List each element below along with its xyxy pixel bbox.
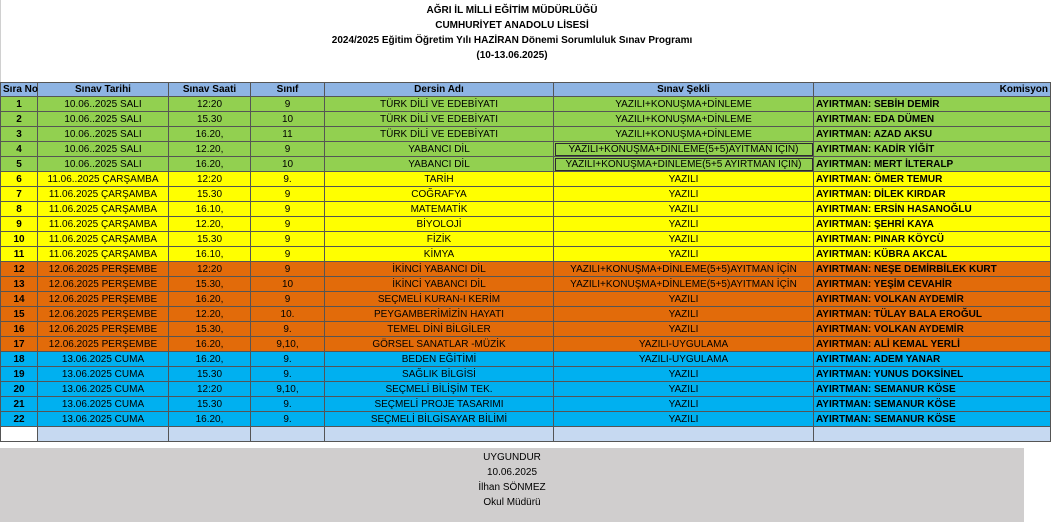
class-level-cell[interactable]: 9,10, — [251, 337, 325, 352]
class-level-cell[interactable]: 9. — [251, 367, 325, 382]
row-number-cell[interactable]: 10 — [1, 232, 38, 247]
row-number-cell[interactable]: 5 — [1, 157, 38, 172]
table-row — [1, 352, 1051, 367]
exam-time-cell[interactable]: 15.30 — [169, 112, 251, 127]
course-name-cell[interactable]: TÜRK DİLİ VE EDEBİYATI — [325, 112, 554, 127]
approval-text: UYGUNDUR — [483, 452, 541, 463]
class-level-cell[interactable]: 9. — [251, 397, 325, 412]
exam-date-cell[interactable]: 10.06..2025 SALI — [38, 97, 169, 112]
row-number-cell[interactable]: 21 — [1, 397, 38, 412]
table-row — [1, 217, 1051, 232]
course-name-cell[interactable]: TÜRK DİLİ VE EDEBİYATI — [325, 127, 554, 142]
course-name-cell[interactable]: GÖRSEL SANATLAR -MÜZİK — [325, 337, 554, 352]
exam-time-cell[interactable]: 16.20, — [169, 352, 251, 367]
course-name-cell[interactable]: TÜRK DİLİ VE EDEBİYATI — [325, 97, 554, 112]
empty-cell[interactable] — [554, 427, 814, 442]
row-number-cell[interactable]: 9 — [1, 217, 38, 232]
exam-type-cell[interactable]: YAZILI-UYGULAMA — [554, 337, 814, 352]
row-number-cell[interactable]: 4 — [1, 142, 38, 157]
table-row — [1, 337, 1051, 352]
principal-title: Okul Müdürü — [483, 497, 541, 508]
table-row — [1, 232, 1051, 247]
committee-member-cell[interactable]: AYIRTMAN: EDA DÜMEN — [814, 112, 1051, 127]
col-header-time[interactable]: Sınav Saati — [169, 83, 251, 97]
exam-date-cell[interactable]: 10.06..2025 SALI — [38, 112, 169, 127]
row-number-cell[interactable]: 1 — [1, 97, 38, 112]
committee-member-cell[interactable]: AYIRTMAN: YEŞİM CEVAHİR — [814, 277, 1051, 292]
row-number-cell[interactable]: 17 — [1, 337, 38, 352]
class-level-cell[interactable]: 9 — [251, 232, 325, 247]
exam-time-cell[interactable]: 16.20, — [169, 127, 251, 142]
col-header-no[interactable]: Sıra No — [1, 83, 38, 97]
class-level-cell[interactable]: 9 — [251, 292, 325, 307]
course-name-cell[interactable]: MATEMATİK — [325, 202, 554, 217]
exam-date-cell[interactable]: 12.06.2025 PERŞEMBE — [38, 307, 169, 322]
table-row — [1, 382, 1051, 397]
exam-date-cell[interactable]: 10.06..2025 SALI — [38, 157, 169, 172]
class-level-cell[interactable]: 9 — [251, 262, 325, 277]
exam-time-cell[interactable]: 12:20 — [169, 172, 251, 187]
row-number-cell[interactable]: 8 — [1, 202, 38, 217]
exam-type-cell[interactable]: YAZILI — [554, 307, 814, 322]
col-header-course[interactable]: Dersin Adı — [325, 83, 554, 97]
exam-type-cell[interactable]: YAZILI+KONUŞMA+DİNLEME(5+5 AYIRTMAN İÇİN) — [554, 157, 814, 172]
empty-cell[interactable] — [325, 427, 554, 442]
table-row — [1, 97, 1051, 112]
class-level-cell[interactable]: 10 — [251, 277, 325, 292]
committee-member-cell[interactable]: AYIRTMAN: SEMANUR KÖSE — [814, 382, 1051, 397]
exam-date-cell[interactable]: 12.06.2025 PERŞEMBE — [38, 262, 169, 277]
table-row — [1, 142, 1051, 157]
header-directorate: AĞRI İL MİLLİ EĞİTİM MÜDÜRLÜĞÜ — [426, 5, 598, 16]
table-row — [1, 127, 1051, 142]
committee-member-cell[interactable]: AYIRTMAN: PINAR KÖYCÜ — [814, 232, 1051, 247]
exam-time-cell[interactable]: 12:20 — [169, 97, 251, 112]
exam-time-cell[interactable]: 15.30 — [169, 367, 251, 382]
class-level-cell[interactable]: 9,10, — [251, 382, 325, 397]
table-row — [1, 187, 1051, 202]
exam-time-cell[interactable]: 15.30 — [169, 187, 251, 202]
table-row — [1, 307, 1051, 322]
exam-type-cell[interactable]: YAZILI-UYGULAMA — [554, 352, 814, 367]
empty-cell[interactable] — [814, 427, 1051, 442]
exam-time-cell[interactable]: 15.30, — [169, 322, 251, 337]
table-row — [1, 247, 1051, 262]
row-number-cell[interactable]: 2 — [1, 112, 38, 127]
committee-member-cell[interactable]: AYIRTMAN: KADİR YİĞİT — [814, 142, 1051, 157]
course-name-cell[interactable]: BEDEN EĞİTİMİ — [325, 352, 554, 367]
committee-member-cell[interactable]: AYIRTMAN: VOLKAN AYDEMİR — [814, 322, 1051, 337]
course-name-cell[interactable]: SEÇMELİ BİLGİSAYAR BİLİMİ — [325, 412, 554, 427]
committee-member-cell[interactable]: AYIRTMAN: ADEM YANAR — [814, 352, 1051, 367]
approval-date: 10.06.2025 — [486, 467, 538, 478]
exam-time-cell[interactable]: 12:20 — [169, 262, 251, 277]
exam-type-cell[interactable]: YAZILI+KONUŞMA+DİNLEME(5+5)AYITMAN İÇİN — [554, 277, 814, 292]
committee-member-cell[interactable]: AYIRTMAN: ÖMER TEMUR — [814, 172, 1051, 187]
exam-type-cell[interactable]: YAZILI — [554, 322, 814, 337]
row-number-cell[interactable]: 14 — [1, 292, 38, 307]
exam-date-cell[interactable]: 11.06.2025 ÇARŞAMBA — [38, 247, 169, 262]
table-row — [1, 367, 1051, 382]
table-row — [1, 112, 1051, 127]
committee-member-cell[interactable]: AYIRTMAN: TÜLAY BALA EROĞUL — [814, 307, 1051, 322]
principal-name: İlhan SÖNMEZ — [478, 482, 546, 493]
exam-type-cell[interactable]: YAZILI — [554, 202, 814, 217]
row-number-cell[interactable]: 20 — [1, 382, 38, 397]
course-name-cell[interactable]: YABANCI DİL — [325, 142, 554, 157]
committee-member-cell[interactable]: AYIRTMAN: NEŞE DEMİRBİLEK KURT — [814, 262, 1051, 277]
course-name-cell[interactable]: FİZİK — [325, 232, 554, 247]
class-level-cell[interactable]: 9 — [251, 187, 325, 202]
class-level-cell[interactable]: 9. — [251, 172, 325, 187]
table-header-row — [1, 83, 1051, 97]
committee-member-cell[interactable]: AYIRTMAN: YUNUS DOKSİNEL — [814, 367, 1051, 382]
exam-type-cell[interactable]: YAZILI — [554, 292, 814, 307]
row-number-cell[interactable]: 7 — [1, 187, 38, 202]
committee-member-cell[interactable]: AYIRTMAN: ALİ KEMAL YERLİ — [814, 337, 1051, 352]
class-level-cell[interactable]: 9 — [251, 97, 325, 112]
empty-cell[interactable] — [169, 427, 251, 442]
signature-block — [0, 448, 1024, 522]
table-row — [1, 412, 1051, 427]
row-number-cell[interactable]: 13 — [1, 277, 38, 292]
table-row — [1, 292, 1051, 307]
empty-cell[interactable] — [1, 427, 38, 442]
exam-time-cell[interactable]: 16.20, — [169, 412, 251, 427]
course-name-cell[interactable]: SAĞLIK BİLGİSİ — [325, 367, 554, 382]
exam-type-cell[interactable]: YAZILI+KONUŞMA+DİNLEME — [554, 127, 814, 142]
exam-time-cell[interactable]: 12.20, — [169, 307, 251, 322]
committee-member-cell[interactable]: AYIRTMAN: ERSİN HASANOĞLU — [814, 202, 1051, 217]
empty-row — [1, 427, 1051, 442]
exam-type-cell[interactable]: YAZILI+KONUŞMA+DİNLEME — [554, 112, 814, 127]
header-date-range: (10-13.06.2025) — [476, 50, 548, 61]
exam-time-cell[interactable]: 16.10, — [169, 202, 251, 217]
exam-type-cell[interactable]: YAZILI+KONUŞMA+DİNLEME — [554, 97, 814, 112]
class-level-cell[interactable]: 9. — [251, 352, 325, 367]
row-number-cell[interactable]: 18 — [1, 352, 38, 367]
committee-member-cell[interactable]: AYIRTMAN: ŞEHRİ KAYA — [814, 217, 1051, 232]
exam-date-cell[interactable]: 13.06.2025 CUMA — [38, 367, 169, 382]
course-name-cell[interactable]: TARİH — [325, 172, 554, 187]
row-number-cell[interactable]: 12 — [1, 262, 38, 277]
class-level-cell[interactable]: 9 — [251, 247, 325, 262]
exam-time-cell[interactable]: 12.20, — [169, 142, 251, 157]
exam-type-cell[interactable]: YAZILI — [554, 367, 814, 382]
exam-date-cell[interactable]: 11.06.2025 ÇARŞAMBA — [38, 202, 169, 217]
exam-date-cell[interactable]: 13.06.2025 CUMA — [38, 412, 169, 427]
exam-type-cell[interactable]: YAZILI — [554, 217, 814, 232]
committee-member-cell[interactable]: AYIRTMAN: KÜBRA AKCAL — [814, 247, 1051, 262]
class-level-cell[interactable]: 11 — [251, 127, 325, 142]
committee-member-cell[interactable]: AYIRTMAN: SEBİH DEMİR — [814, 97, 1051, 112]
exam-date-cell[interactable]: 13.06.2025 CUMA — [38, 352, 169, 367]
document-header — [0, 0, 1024, 82]
row-number-cell[interactable]: 6 — [1, 172, 38, 187]
class-level-cell[interactable]: 9. — [251, 412, 325, 427]
course-name-cell[interactable]: İKİNCİ YABANCI DİL — [325, 277, 554, 292]
exam-date-cell[interactable]: 12.06.2025 PERŞEMBE — [38, 337, 169, 352]
header-program-title: 2024/2025 Eğitim Öğretim Yılı HAZİRAN Dönemi Sorumluluk Sınav Programı — [331, 35, 693, 46]
course-name-cell[interactable]: YABANCI DİL — [325, 157, 554, 172]
table-row — [1, 322, 1051, 337]
exam-type-cell[interactable]: YAZILI — [554, 247, 814, 262]
committee-member-cell[interactable]: AYIRTMAN: SEMANUR KÖSE — [814, 412, 1051, 427]
committee-member-cell[interactable]: AYIRTMAN: MERT İLTERALP — [814, 157, 1051, 172]
exam-time-cell[interactable]: 16.10, — [169, 247, 251, 262]
exam-time-cell[interactable]: 12.20, — [169, 217, 251, 232]
committee-member-cell[interactable]: AYIRTMAN: SEMANUR KÖSE — [814, 397, 1051, 412]
class-level-cell[interactable]: 9 — [251, 217, 325, 232]
exam-type-cell[interactable]: YAZILI+KONUŞMA+DİNLEME(5+5)AYITMAN İÇİN — [554, 262, 814, 277]
exam-type-cell[interactable]: YAZILI+KONUŞMA+DİNLEME(5+5)AYITMAN İÇİN) — [554, 142, 814, 157]
exam-time-cell[interactable]: 15.30 — [169, 397, 251, 412]
row-number-cell[interactable]: 19 — [1, 367, 38, 382]
row-number-cell[interactable]: 11 — [1, 247, 38, 262]
row-number-cell[interactable]: 16 — [1, 322, 38, 337]
class-level-cell[interactable]: 10 — [251, 157, 325, 172]
col-header-class[interactable]: Sınıf — [251, 83, 325, 97]
col-header-committee[interactable]: Komisyon — [814, 83, 1051, 97]
exam-date-cell[interactable]: 10.06..2025 SALI — [38, 142, 169, 157]
row-number-cell[interactable]: 22 — [1, 412, 38, 427]
col-header-date[interactable]: Sınav Tarihi — [38, 83, 169, 97]
exam-type-cell[interactable]: YAZILI — [554, 187, 814, 202]
empty-cell[interactable] — [38, 427, 169, 442]
course-name-cell[interactable]: İKİNCİ YABANCI DİL — [325, 262, 554, 277]
class-level-cell[interactable]: 10. — [251, 307, 325, 322]
course-name-cell[interactable]: SEÇMELİ KURAN-I KERİM — [325, 292, 554, 307]
exam-type-cell[interactable]: YAZILI — [554, 397, 814, 412]
course-name-cell[interactable]: COĞRAFYA — [325, 187, 554, 202]
committee-member-cell[interactable]: AYIRTMAN: VOLKAN AYDEMİR — [814, 292, 1051, 307]
course-name-cell[interactable]: SEÇMELİ PROJE TASARIMI — [325, 397, 554, 412]
exam-date-cell[interactable]: 11.06.2025 ÇARŞAMBA — [38, 232, 169, 247]
exam-date-cell[interactable]: 12.06.2025 PERŞEMBE — [38, 277, 169, 292]
table-row — [1, 202, 1051, 217]
course-name-cell[interactable]: BİYOLOJİ — [325, 217, 554, 232]
exam-type-cell[interactable]: YAZILI — [554, 382, 814, 397]
class-level-cell[interactable]: 9. — [251, 322, 325, 337]
exam-date-cell[interactable]: 13.06.2025 CUMA — [38, 382, 169, 397]
empty-cell[interactable] — [251, 427, 325, 442]
committee-member-cell[interactable]: AYIRTMAN: DİLEK KIRDAR — [814, 187, 1051, 202]
exam-date-cell[interactable]: 12.06.2025 PERŞEMBE — [38, 292, 169, 307]
table-row — [1, 157, 1051, 172]
exam-time-cell[interactable]: 16.20, — [169, 157, 251, 172]
exam-date-cell[interactable]: 11.06.2025 ÇARŞAMBA — [38, 217, 169, 232]
exam-time-cell[interactable]: 12:20 — [169, 382, 251, 397]
exam-time-cell[interactable]: 15.30 — [169, 232, 251, 247]
exam-time-cell[interactable]: 16.20, — [169, 337, 251, 352]
exam-time-cell[interactable]: 16.20, — [169, 292, 251, 307]
exam-schedule-table — [0, 82, 1051, 442]
exam-type-cell[interactable]: YAZILI — [554, 232, 814, 247]
row-number-cell[interactable]: 15 — [1, 307, 38, 322]
header-school: CUMHURİYET ANADOLU LİSESİ — [435, 20, 589, 31]
class-level-cell[interactable]: 9 — [251, 202, 325, 217]
course-name-cell[interactable]: PEYGAMBERİMİZİN HAYATI — [325, 307, 554, 322]
course-name-cell[interactable]: TEMEL DİNİ BİLGİLER — [325, 322, 554, 337]
course-name-cell[interactable]: KİMYA — [325, 247, 554, 262]
exam-type-cell[interactable]: YAZILI — [554, 172, 814, 187]
table-row — [1, 262, 1051, 277]
exam-date-cell[interactable]: 13.06.2025 CUMA — [38, 397, 169, 412]
table-row — [1, 397, 1051, 412]
exam-date-cell[interactable]: 10.06..2025 SALI — [38, 127, 169, 142]
committee-member-cell[interactable]: AYIRTMAN: AZAD AKSU — [814, 127, 1051, 142]
table-row — [1, 277, 1051, 292]
table-row — [1, 172, 1051, 187]
class-level-cell[interactable]: 9 — [251, 142, 325, 157]
exam-type-cell[interactable]: YAZILI — [554, 412, 814, 427]
exam-time-cell[interactable]: 15.30, — [169, 277, 251, 292]
col-header-type[interactable]: Sınav Şekli — [554, 83, 814, 97]
exam-date-cell[interactable]: 11.06.2025 ÇARŞAMBA — [38, 187, 169, 202]
course-name-cell[interactable]: SEÇMELİ BİLİŞİM TEK. — [325, 382, 554, 397]
exam-date-cell[interactable]: 11.06..2025 ÇARŞAMBA — [38, 172, 169, 187]
row-number-cell[interactable]: 3 — [1, 127, 38, 142]
class-level-cell[interactable]: 10 — [251, 112, 325, 127]
exam-date-cell[interactable]: 12.06.2025 PERŞEMBE — [38, 322, 169, 337]
